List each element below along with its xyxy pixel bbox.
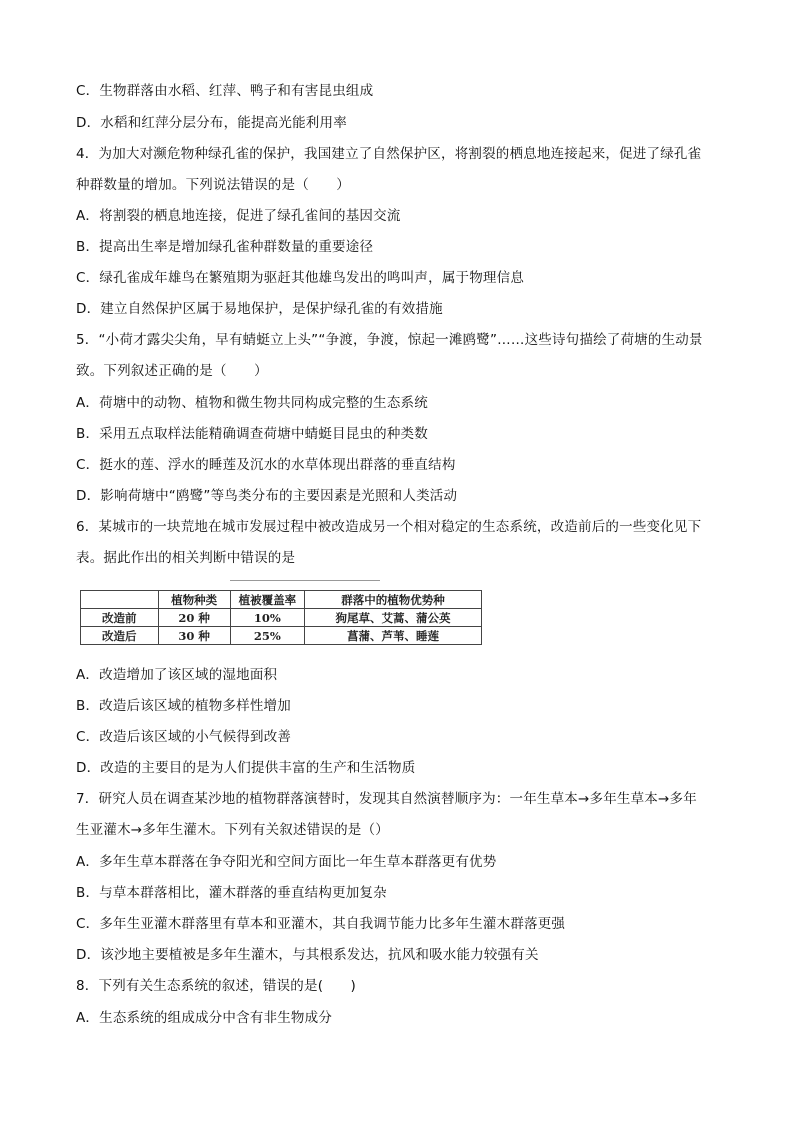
question-6-stem-line-2: 表。据此作出的相关判断中错误的是: [76, 550, 296, 566]
option-6a: A．改造增加了该区域的湿地面积: [76, 667, 278, 683]
question-8-stem: 8．下列有关生态系统的叙述，错误的是( ): [76, 978, 357, 994]
option-5d: D．影响荷塘中“鸥鹭”等鸟类分布的主要因素是光照和人类活动: [76, 488, 458, 504]
option-6d: D．改造的主要目的是为人们提供丰富的生产和生活物质: [76, 760, 416, 776]
table-cell: 25%: [230, 627, 304, 645]
table-cell: 20 种: [158, 609, 230, 627]
option-7a: A．多年生草本群落在争夺阳光和空间方面比一年生草本群落更有优势: [76, 854, 497, 870]
option-3c: C．生物群落由水稻、红萍、鸭子和有害昆虫组成: [76, 83, 374, 99]
option-4c: C．绿孔雀成年雄鸟在繁殖期为驱赶其他雄鸟发出的鸣叫声，属于物理信息: [76, 270, 525, 286]
table-cell: 菖蒲、芦苇、睡莲: [305, 627, 482, 645]
table-cell: 改造前: [81, 609, 159, 627]
option-7d: D．该沙地主要植被是多年生灌木，与其根系发达，抗风和吸水能力较强有关: [76, 947, 539, 963]
table-header-row: [81, 591, 482, 609]
option-4a: A．将割裂的栖息地连接，促进了绿孔雀间的基因交流: [76, 208, 401, 224]
scan-edge-line: [230, 580, 380, 584]
option-7c: C．多年生亚灌木群落里有草本和亚灌木，其自我调节能力比多年生灌木群落更强: [76, 916, 566, 932]
table-cell: 10%: [230, 609, 304, 627]
question-4-stem-line-1: 4．为加大对濒危物种绿孔雀的保护，我国建立了自然保护区，将割裂的栖息地连接起来，促进了绿孔雀: [76, 146, 702, 162]
table-cell: 30 种: [158, 627, 230, 645]
table-row: [81, 609, 482, 627]
option-5b: B．采用五点取样法能精确调查荷塘中蜻蜓目昆虫的种类数: [76, 426, 428, 442]
question-6-table: [80, 590, 482, 645]
question-7-stem-line-1: 7．研究人员在调查某沙地的植物群落演替时，发现其自然演替顺序为：一年生草本→多年生草本→多年: [76, 791, 697, 807]
table-cell: 改造后: [81, 627, 159, 645]
question-6-table-image: [80, 580, 482, 648]
question-4-stem-line-2: 种群数量的增加。下列说法错误的是（ ）: [76, 177, 350, 193]
table-header-cell: 群落中的植物优势种: [305, 591, 482, 609]
table-row: [81, 627, 482, 645]
option-7b: B．与草本群落相比，灌木群落的垂直结构更加复杂: [76, 885, 387, 901]
question-7-stem-line-2: 生亚灌木→多年生灌木。下列有关叙述错误的是（）: [76, 822, 389, 838]
table-cell: 狗尾草、艾蒿、蒲公英: [305, 609, 482, 627]
option-6c: C．改造后该区域的小气候得到改善: [76, 729, 292, 745]
option-8a: A．生态系统的组成成分中含有非生物成分: [76, 1010, 333, 1026]
option-4b: B．提高出生率是增加绿孔雀种群数量的重要途径: [76, 239, 374, 255]
question-5-stem-line-2: 致。下列叙述正确的是（ ）: [76, 363, 268, 379]
option-6b: B．改造后该区域的植物多样性增加: [76, 698, 291, 714]
option-4d: D．建立自然保护区属于易地保护，是保护绿孔雀的有效措施: [76, 301, 443, 317]
question-6-stem-line-1: 6．某城市的一块荒地在城市发展过程中被改造成另一个相对稳定的生态系统，改造前后的一些变化见下: [76, 519, 702, 535]
table-header-cell: 植被覆盖率: [230, 591, 304, 609]
question-5-stem-line-1: 5．“小荷才露尖尖角，早有蜻蜓立上头”“争渡，争渡，惊起一滩鸥鹭”……这些诗句描绘了荷塘的生动景: [76, 332, 703, 348]
table-header-cell: 植物种类: [158, 591, 230, 609]
table-header-cell: [81, 591, 159, 609]
option-3d: D．水稻和红萍分层分布，能提高光能利用率: [76, 115, 347, 131]
option-5c: C．挺水的莲、浮水的睡莲及沉水的水草体现出群落的垂直结构: [76, 457, 456, 473]
option-5a: A．荷塘中的动物、植物和微生物共同构成完整的生态系统: [76, 395, 428, 411]
